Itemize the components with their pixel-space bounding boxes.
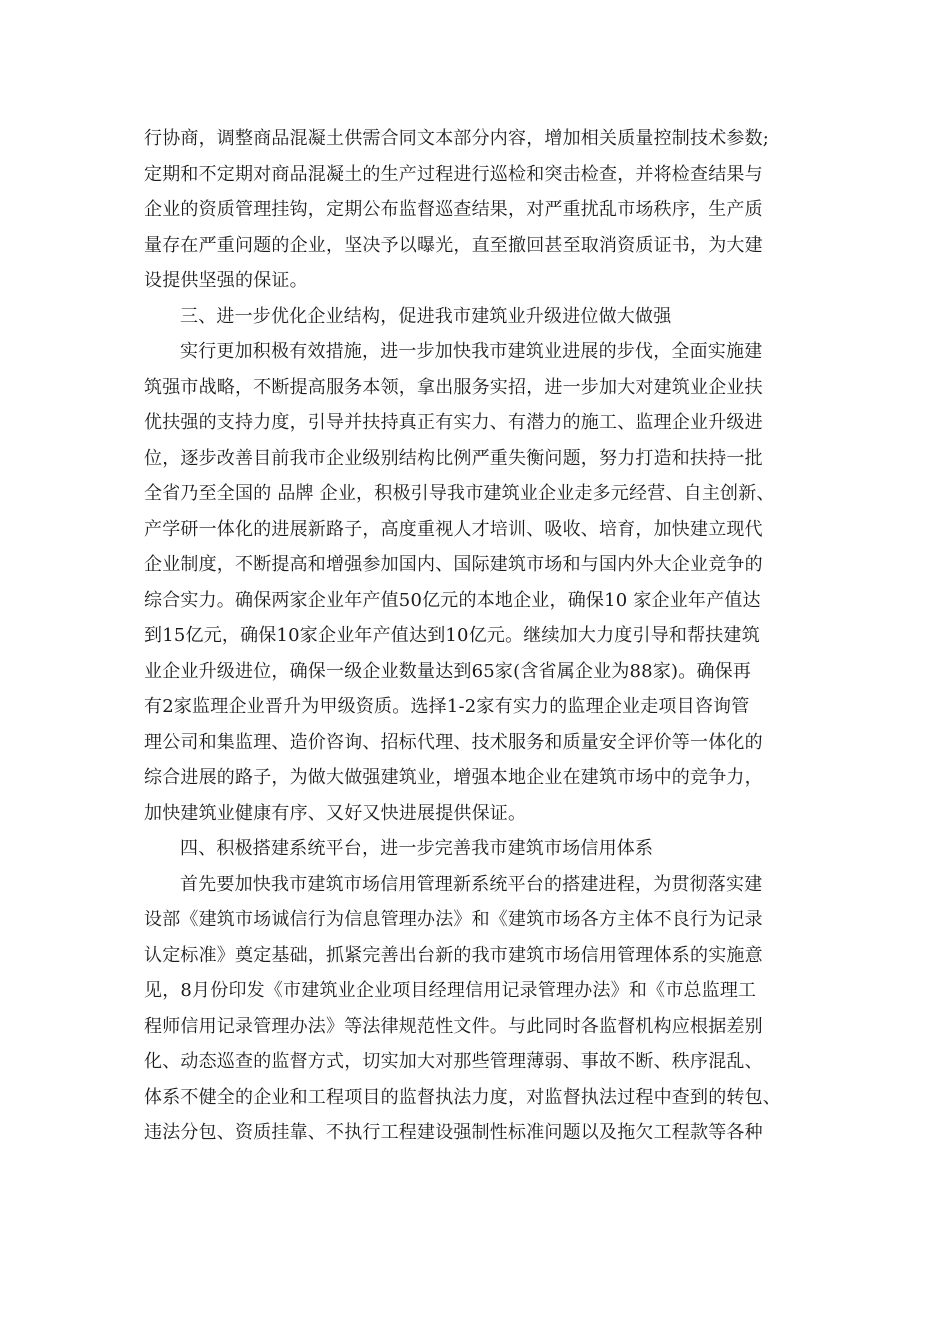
text-line: 企业制度，不断提高和增强参加国内、国际建筑市场和与国内外大企业竞争的 (144, 554, 763, 575)
section-heading-4: 四、积极搭建系统平台，进一步完善我市建筑市场信用体系 (180, 838, 654, 859)
text-line: 体系不健全的企业和工程项目的监督执法力度，对监督执法过程中查到的转包、 (144, 1086, 781, 1108)
text-line: 优扶强的支持力度，引导并扶持真正有实力、有潜力的施工、监理企业升级进 (144, 412, 763, 433)
text-line: 产学研一体化的进展新路子，高度重视人才培训、吸收、培育，加快建立现代 (144, 518, 763, 540)
section-heading-3: 三、进一步优化企业结构，促进我市建筑业升级进位做大做强 (180, 305, 672, 327)
text-line: 程师信用记录管理办法》等法律规范性文件。与此同时各监督机构应根据差别 (144, 1015, 763, 1037)
paragraph-start: 首先要加快我市建筑市场信用管理新系统平台的搭建进程，为贯彻落实建 (180, 873, 763, 895)
text-line: 业企业升级进位，确保一级企业数量达到65家(含省属企业为88家)。确保再 (144, 660, 752, 682)
text-line: 行协商，调整商品混凝土供需合同文本部分内容，增加相关质量控制技术参数; (144, 128, 770, 149)
text-line: 量存在严重问题的企业，坚决予以曝光，直至撤回甚至取消资质证书，为大建 (144, 234, 763, 256)
text-line: 认定标准》奠定基础，抓紧完善出台新的我市建筑市场信用管理体系的实施意 (144, 944, 763, 966)
text-line: 全省乃至全国的 品牌 企业，积极引导我市建筑业企业走多元经营、自主创新、 (144, 483, 775, 504)
text-line: 设提供坚强的保证。 (144, 270, 308, 291)
text-line: 位，逐步改善目前我市企业级别结构比例严重失衡问题，努力打造和扶持一批 (144, 447, 763, 469)
text-line: 违法分包、资质挂靠、不执行工程建设强制性标准问题以及拖欠工程款等各种 (144, 1122, 763, 1143)
text-line: 设部《建筑市场诚信行为信息管理办法》和《建筑市场各方主体不良行为记录 (144, 909, 763, 930)
text-line: 见，8月份印发《市建筑业企业项目经理信用记录管理办法》和《市总监理工 (144, 980, 757, 1001)
text-line: 综合实力。确保两家企业年产值50亿元的本地企业，确保10 家企业年产值达 (144, 589, 761, 611)
text-line: 综合进展的路子，为做大做强建筑业，增强本地企业在建筑市场中的竞争力， (144, 767, 763, 788)
text-line: 企业的资质管理挂钩，定期公布监督巡查结果，对严重扰乱市场秩序，生产质 (144, 199, 763, 220)
text-line: 化、动态巡查的监督方式，切实加大对那些管理薄弱、事故不断、秩序混乱、 (144, 1051, 763, 1072)
text-line: 到15亿元，确保10家企业年产值达到10亿元。继续加大力度引导和帮扶建筑 (144, 625, 760, 646)
paragraph-start: 实行更加积极有效措施，进一步加快我市建筑业进展的步伐，全面实施建 (180, 341, 763, 362)
document-body (144, 121, 814, 1151)
text-line: 理公司和集监理、造价咨询、招标代理、技术服务和质量安全评价等一体化的 (144, 731, 763, 753)
text-line: 加快建筑业健康有序、又好又快进展提供保证。 (144, 802, 527, 824)
text-line: 定期和不定期对商品混凝土的生产过程进行巡检和突击检查，并将检查结果与 (144, 163, 763, 185)
text-line: 筑强市战略，不断提高服务本领，拿出服务实招，进一步加大对建筑业企业扶 (144, 376, 763, 398)
text-line: 有2家监理企业晋升为甲级资质。选择1-2家有实力的监理企业走项目咨询管 (144, 696, 750, 717)
